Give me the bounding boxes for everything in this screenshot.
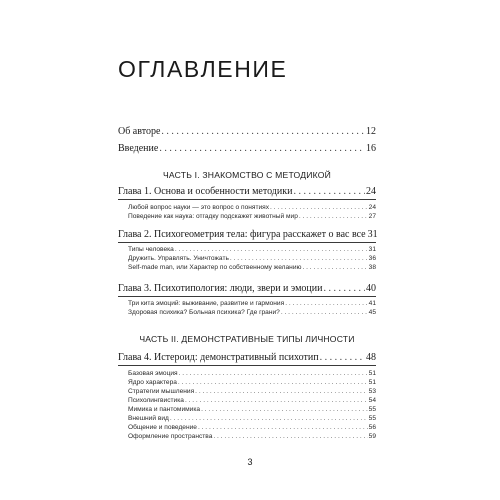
dot-leader <box>230 255 368 262</box>
toc-entry-title: Мимика и пантомимика <box>128 406 201 413</box>
toc-subentry[interactable] <box>128 415 376 422</box>
dot-leader <box>213 433 367 440</box>
toc-entry-page: 56 <box>368 424 376 431</box>
dot-leader <box>170 415 368 422</box>
toc-entry-title: Типы человека <box>128 246 174 253</box>
toc-entry-page: 54 <box>368 397 376 404</box>
divider <box>118 365 376 366</box>
toc-entry-page: 31 <box>368 246 376 253</box>
toc-chapter-3[interactable] <box>118 283 376 294</box>
dot-leader <box>299 213 368 220</box>
toc-subentry[interactable] <box>128 406 376 413</box>
divider <box>118 199 376 200</box>
toc-entry-about-author[interactable] <box>118 126 376 137</box>
toc-subentry[interactable] <box>128 246 376 253</box>
toc-entry-title: Любой вопрос науки — это вопрос о понятиях <box>128 204 270 211</box>
toc-chapter-1[interactable] <box>118 186 376 197</box>
toc-entry-title: Введение <box>118 143 159 154</box>
toc-entry-title: Глава 3. Психотипология: люди, звери и эмоции <box>118 283 323 294</box>
toc-entry-title: Общение и поведение <box>128 424 197 431</box>
toc-entry-page: 38 <box>368 264 376 271</box>
toc-entry-page: 41 <box>368 300 376 307</box>
dot-leader <box>320 352 365 363</box>
toc-entry-title: Поведение как наука: отгадку подскажет животный мир <box>128 213 298 220</box>
toc-entry-title: Self-made man, или Характер по собственному желанию <box>128 264 302 271</box>
toc-entry-title: Ядро характера <box>128 379 177 386</box>
toc-entry-page: 12 <box>366 126 376 137</box>
dot-leader <box>302 264 367 271</box>
toc-subentry[interactable] <box>128 309 376 316</box>
toc-subentry[interactable] <box>128 213 376 220</box>
toc-entry-page: 45 <box>368 309 376 316</box>
toc-subentry[interactable] <box>128 264 376 271</box>
dot-leader <box>175 246 368 253</box>
toc-entry-page: 24 <box>368 204 376 211</box>
toc-entry-title: Три кита эмоций: выживание, развитие и гармония <box>128 300 285 307</box>
toc-entry-page: 55 <box>368 415 376 422</box>
toc-entry-title: Здоровая психика? Больная психика? Где грани? <box>128 309 280 316</box>
dot-leader <box>293 186 365 197</box>
toc-subentry[interactable] <box>128 433 376 440</box>
toc-entry-page: 55 <box>368 406 376 413</box>
toc-entry-title: Внешний вид <box>128 415 169 422</box>
toc-subentry[interactable] <box>128 388 376 395</box>
toc-subentry[interactable] <box>128 370 376 377</box>
toc-subentry[interactable] <box>128 379 376 386</box>
toc-chapter-4[interactable] <box>118 352 376 363</box>
dot-leader <box>195 388 367 395</box>
dot-leader <box>159 143 365 154</box>
toc-subentry[interactable] <box>128 204 376 211</box>
dot-leader <box>270 204 368 211</box>
toc-entry-page: 24 <box>366 186 376 197</box>
toc-entry-title: Глава 1. Основа и особенности методики <box>118 186 293 197</box>
dot-leader <box>281 309 368 316</box>
toc-entry-page: 31 <box>367 229 378 240</box>
toc-entry-page: 16 <box>366 143 376 154</box>
toc-subentry[interactable] <box>128 397 376 404</box>
toc-entry-introduction[interactable] <box>118 143 376 154</box>
toc-entry-title: Стратегии мышления <box>128 388 195 395</box>
dot-leader <box>285 300 367 307</box>
dot-leader <box>185 397 368 404</box>
toc-entry-page: 59 <box>368 433 376 440</box>
toc-entry-page: 48 <box>366 352 376 363</box>
dot-leader <box>178 379 368 386</box>
dot-leader <box>323 283 365 294</box>
toc-chapter-2[interactable] <box>118 229 376 240</box>
toc-entry-page: 27 <box>368 213 376 220</box>
dot-leader <box>179 370 368 377</box>
toc-subentry[interactable] <box>128 300 376 307</box>
part-heading-1: ЧАСТЬ I. ЗНАКОМСТВО С МЕТОДИКОЙ <box>162 170 331 180</box>
divider <box>118 242 376 243</box>
dot-leader <box>201 406 368 413</box>
toc-subentry[interactable] <box>128 424 376 431</box>
toc-entry-title: Глава 2. Психогеометрия тела: фигура расскажет о вас все <box>118 229 366 240</box>
toc-subentry[interactable] <box>128 255 376 262</box>
toc-entry-page: 40 <box>366 283 376 294</box>
toc-entry-title: Дружить. Управлять. Уничтожать <box>128 255 229 262</box>
toc-entry-page: 51 <box>368 379 376 386</box>
toc-entry-title: Психолингвистика <box>128 397 184 404</box>
dot-leader <box>198 424 368 431</box>
toc-entry-page: 51 <box>368 370 376 377</box>
part-heading-2: ЧАСТЬ II. ДЕМОНСТРАТИВНЫЕ ТИПЫ ЛИЧНОСТИ <box>139 334 355 344</box>
toc-entry-page: 53 <box>368 388 376 395</box>
toc-entry-title: Оформление пространства <box>128 433 213 440</box>
divider <box>118 296 376 297</box>
page-title: ОГЛАВЛЕНИЕ <box>118 56 288 82</box>
dot-leader <box>161 126 365 137</box>
toc-entry-title: Базовая эмоция <box>128 370 178 377</box>
toc-entry-title: Глава 4. Истероид: демонстративный психотип <box>118 352 319 363</box>
toc-entry-page: 36 <box>368 255 376 262</box>
toc-entry-title: Об авторе <box>118 126 161 137</box>
page-number: 3 <box>247 457 253 467</box>
